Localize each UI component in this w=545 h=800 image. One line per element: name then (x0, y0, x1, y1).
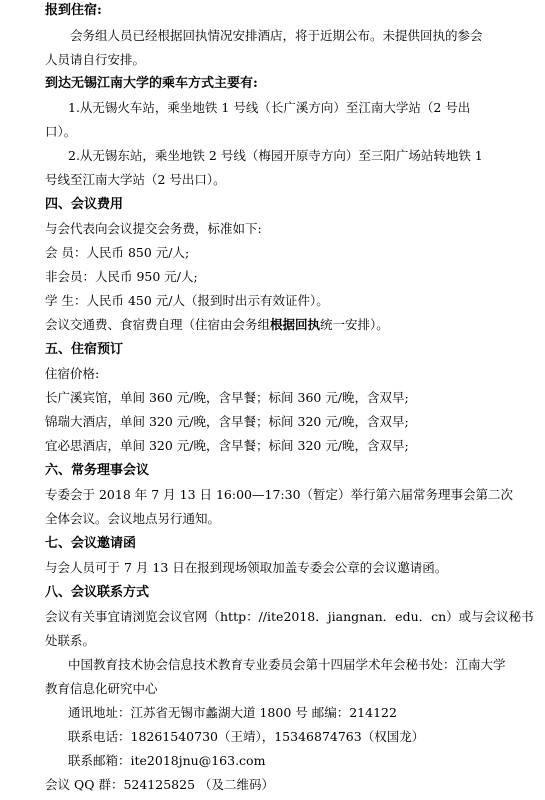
fees-note-part3: 统一安排）。 (320, 317, 389, 332)
council-line1: 专委会于 2018 年 7 月 13 日 16:00—17:30（暂定）举行第六届常务理事会第二次 (45, 487, 514, 502)
transport-route1-line1: 1.从无锡火车站，乘坐地铁 1 号线（长广溪方向）至江南大学站（2 号出 (68, 100, 471, 115)
invitation-text: 与会人员可于 7 月 13 日在报到现场领取加盖专委会公章的会议邀请函。 (45, 560, 448, 575)
checkin-heading: 报到住宿: (45, 3, 102, 18)
fee-member: 会 员：人民币 850 元/人; (45, 245, 190, 260)
contact-website-line1: 会议有关事宜请浏览会议官网（http：//ite2018．jiangnan．edu．cn）或与会议秘书 (45, 609, 534, 624)
contact-email: 联系邮箱：ite2018jnu@163.com (68, 753, 266, 768)
fees-note-emphasis: 根据回执 (270, 317, 321, 332)
checkin-paragraph-line2: 人员请自行安排。 (45, 52, 146, 67)
contact-heading: 八、会议联系方式 (45, 585, 150, 600)
lodging-heading: 五、住宿预订 (45, 342, 124, 357)
fee-student: 学 生：人民币 450 元/人（报到时出示有效证件）。 (45, 293, 329, 308)
lodging-price-label: 住宿价格: (45, 366, 100, 381)
contact-phone: 联系电话：18261540730（王靖），15346874763（权国龙） (68, 729, 425, 744)
council-heading: 六、常务理事会议 (45, 463, 150, 478)
transport-heading: 到达无锡江南大学的乘车方式主要有: (45, 76, 258, 91)
contact-qq-group: 会议 QQ 群：524125825 （及二维码） (45, 777, 274, 792)
fees-heading: 四、会议费用 (45, 197, 124, 212)
hotel-3: 宜必思酒店，单间 320 元/晚，含早餐；标间 320 元/晚，含双早; (45, 438, 409, 453)
secretariat-line2: 教育信息化研究中心 (45, 681, 158, 696)
fees-intro: 与会代表向会议提交会务费，标准如下: (45, 221, 262, 236)
secretariat-line1: 中国教育技术协会信息技术教育专业委员会第十四届学术年会秘书处：江南大学 (68, 657, 506, 672)
checkin-paragraph-line1: 会务组人员已经根据回执情况安排酒店，将于近期公布。未提供回执的参会 (70, 28, 483, 43)
fees-note (45, 316, 389, 334)
transport-route1-line2: 口）。 (45, 124, 77, 139)
transport-route2-line1: 2.从无锡东站，乘坐地铁 2 号线（梅园开原寺方向）至三阳广场站转地铁 1 (68, 148, 483, 163)
fees-note-part1: 会议交通费、食宿费自理（住宿由会务组 (45, 317, 271, 332)
contact-website-line2: 处联系。 (45, 633, 96, 648)
transport-route2-line2: 号线至江南大学站（2 号出口）。 (45, 172, 226, 187)
council-line2: 全体会议。会议地点另行通知。 (45, 511, 221, 526)
hotel-1: 长广溪宾馆，单间 360 元/晚，含早餐；标间 360 元/晚，含双早; (45, 390, 409, 405)
hotel-2: 锦瑞大酒店，单间 320 元/晚，含早餐；标间 320 元/晚，含双早; (45, 414, 409, 429)
invitation-heading: 七、会议邀请函 (45, 536, 137, 551)
contact-address: 通讯地址：江苏省无锡市蠡湖大道 1800 号 邮编：214122 (68, 705, 397, 720)
fee-nonmember: 非会员：人民币 950 元/人; (45, 269, 198, 284)
